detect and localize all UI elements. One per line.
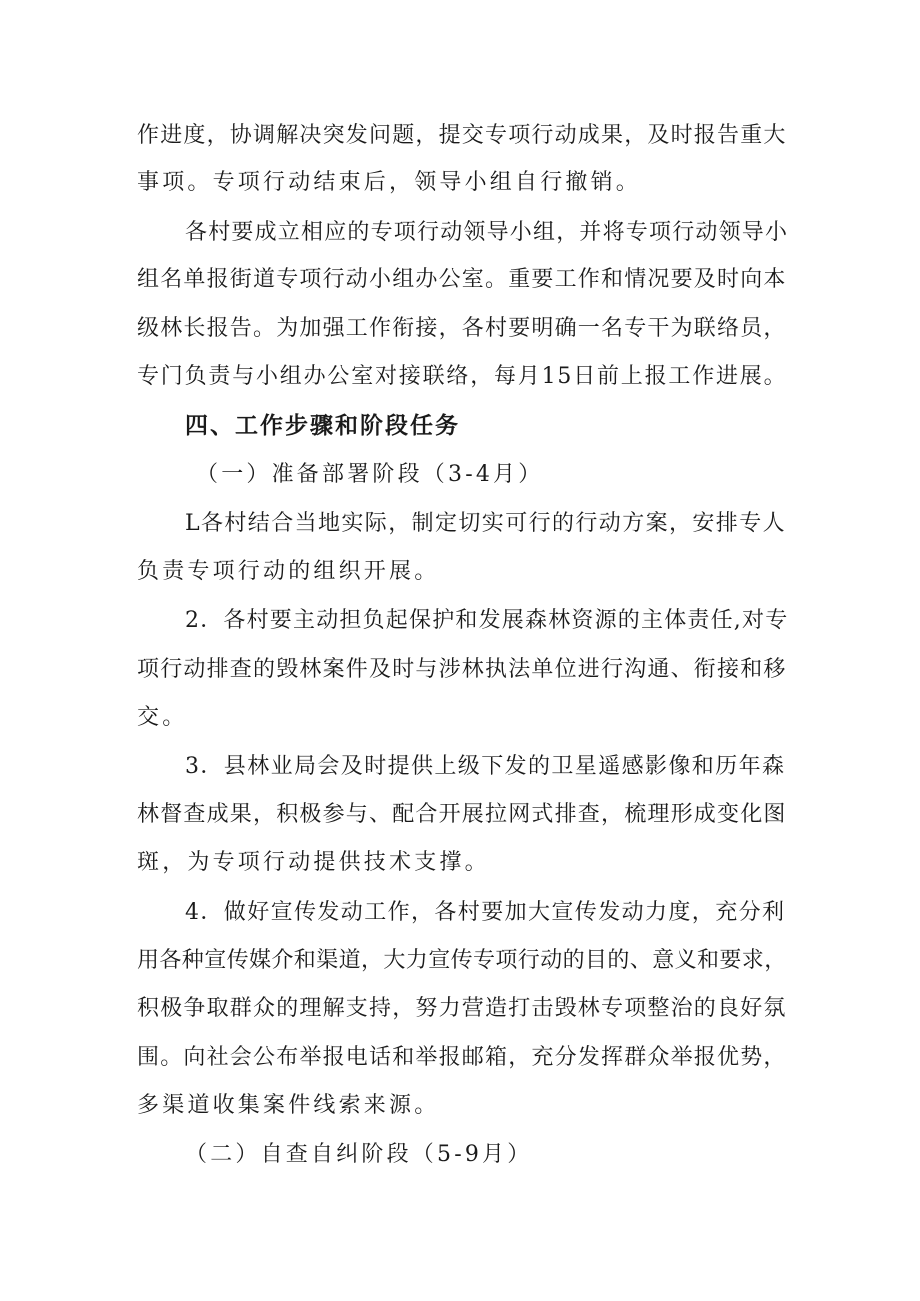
subsection-heading: （二）自查自纠阶段（5-9月）: [185, 1142, 533, 1167]
body-text-line: 负责专项行动的组织开展。: [137, 559, 440, 584]
body-text-line: 2．各村要主动担负起保护和发展森林资源的主体责任,对专: [185, 608, 789, 633]
body-text-line: L各村结合当地实际，制定切实可行的行动方案，安排专人: [185, 511, 787, 536]
body-text-line: 积极争取群众的理解支持，努力营造打击毁林专项整治的良好氛: [137, 996, 787, 1021]
body-text-line: 交。: [137, 705, 188, 730]
body-text-line: 事项。专项行动结束后，领导小组自行撤销。: [137, 170, 642, 195]
subsection-heading: （一）准备部署阶段（3-4月）: [196, 462, 544, 487]
body-text-line: 林督查成果，积极参与、配合开展拉网式排查，梳理形成变化图: [137, 802, 787, 827]
body-text-line: 3．县林业局会及时提供上级下发的卫星遥感影像和历年森: [185, 754, 786, 779]
body-text-line: 4．做好宣传发动工作，各村要加大宣传发动力度，充分利: [185, 900, 786, 925]
section-heading: 四、工作步骤和阶段任务: [185, 413, 460, 439]
body-text-line: 作进度，协调解决突发问题，提交专项行动成果，及时报告重大: [137, 123, 787, 148]
body-text-line: 斑，为专项行动提供技术支撑。: [137, 850, 490, 875]
body-text-line: 级林长报告。为加强工作衔接，各村要明确一名专干为联络员，: [137, 316, 787, 341]
body-text-line: 专门负责与小组办公室对接联络，每月15日前上报工作进展。: [137, 364, 788, 389]
body-text-line: 围。向社会公布举报电话和举报邮箱，充分发挥群众举报优势，: [137, 1045, 787, 1070]
body-text-line: 项行动排查的毁林案件及时与涉林执法单位进行沟通、衔接和移: [137, 657, 787, 682]
body-text-line: 各村要成立相应的专项行动领导小组，并将专项行动领导小: [185, 220, 789, 245]
body-text-line: 用各种宣传媒介和渠道，大力宣传专项行动的目的、意义和要求，: [137, 948, 787, 973]
body-text-line: 多渠道收集案件线索来源。: [137, 1093, 440, 1118]
body-text-line: 组名单报街道专项行动小组办公室。重要工作和情况要及时向本: [137, 267, 787, 292]
